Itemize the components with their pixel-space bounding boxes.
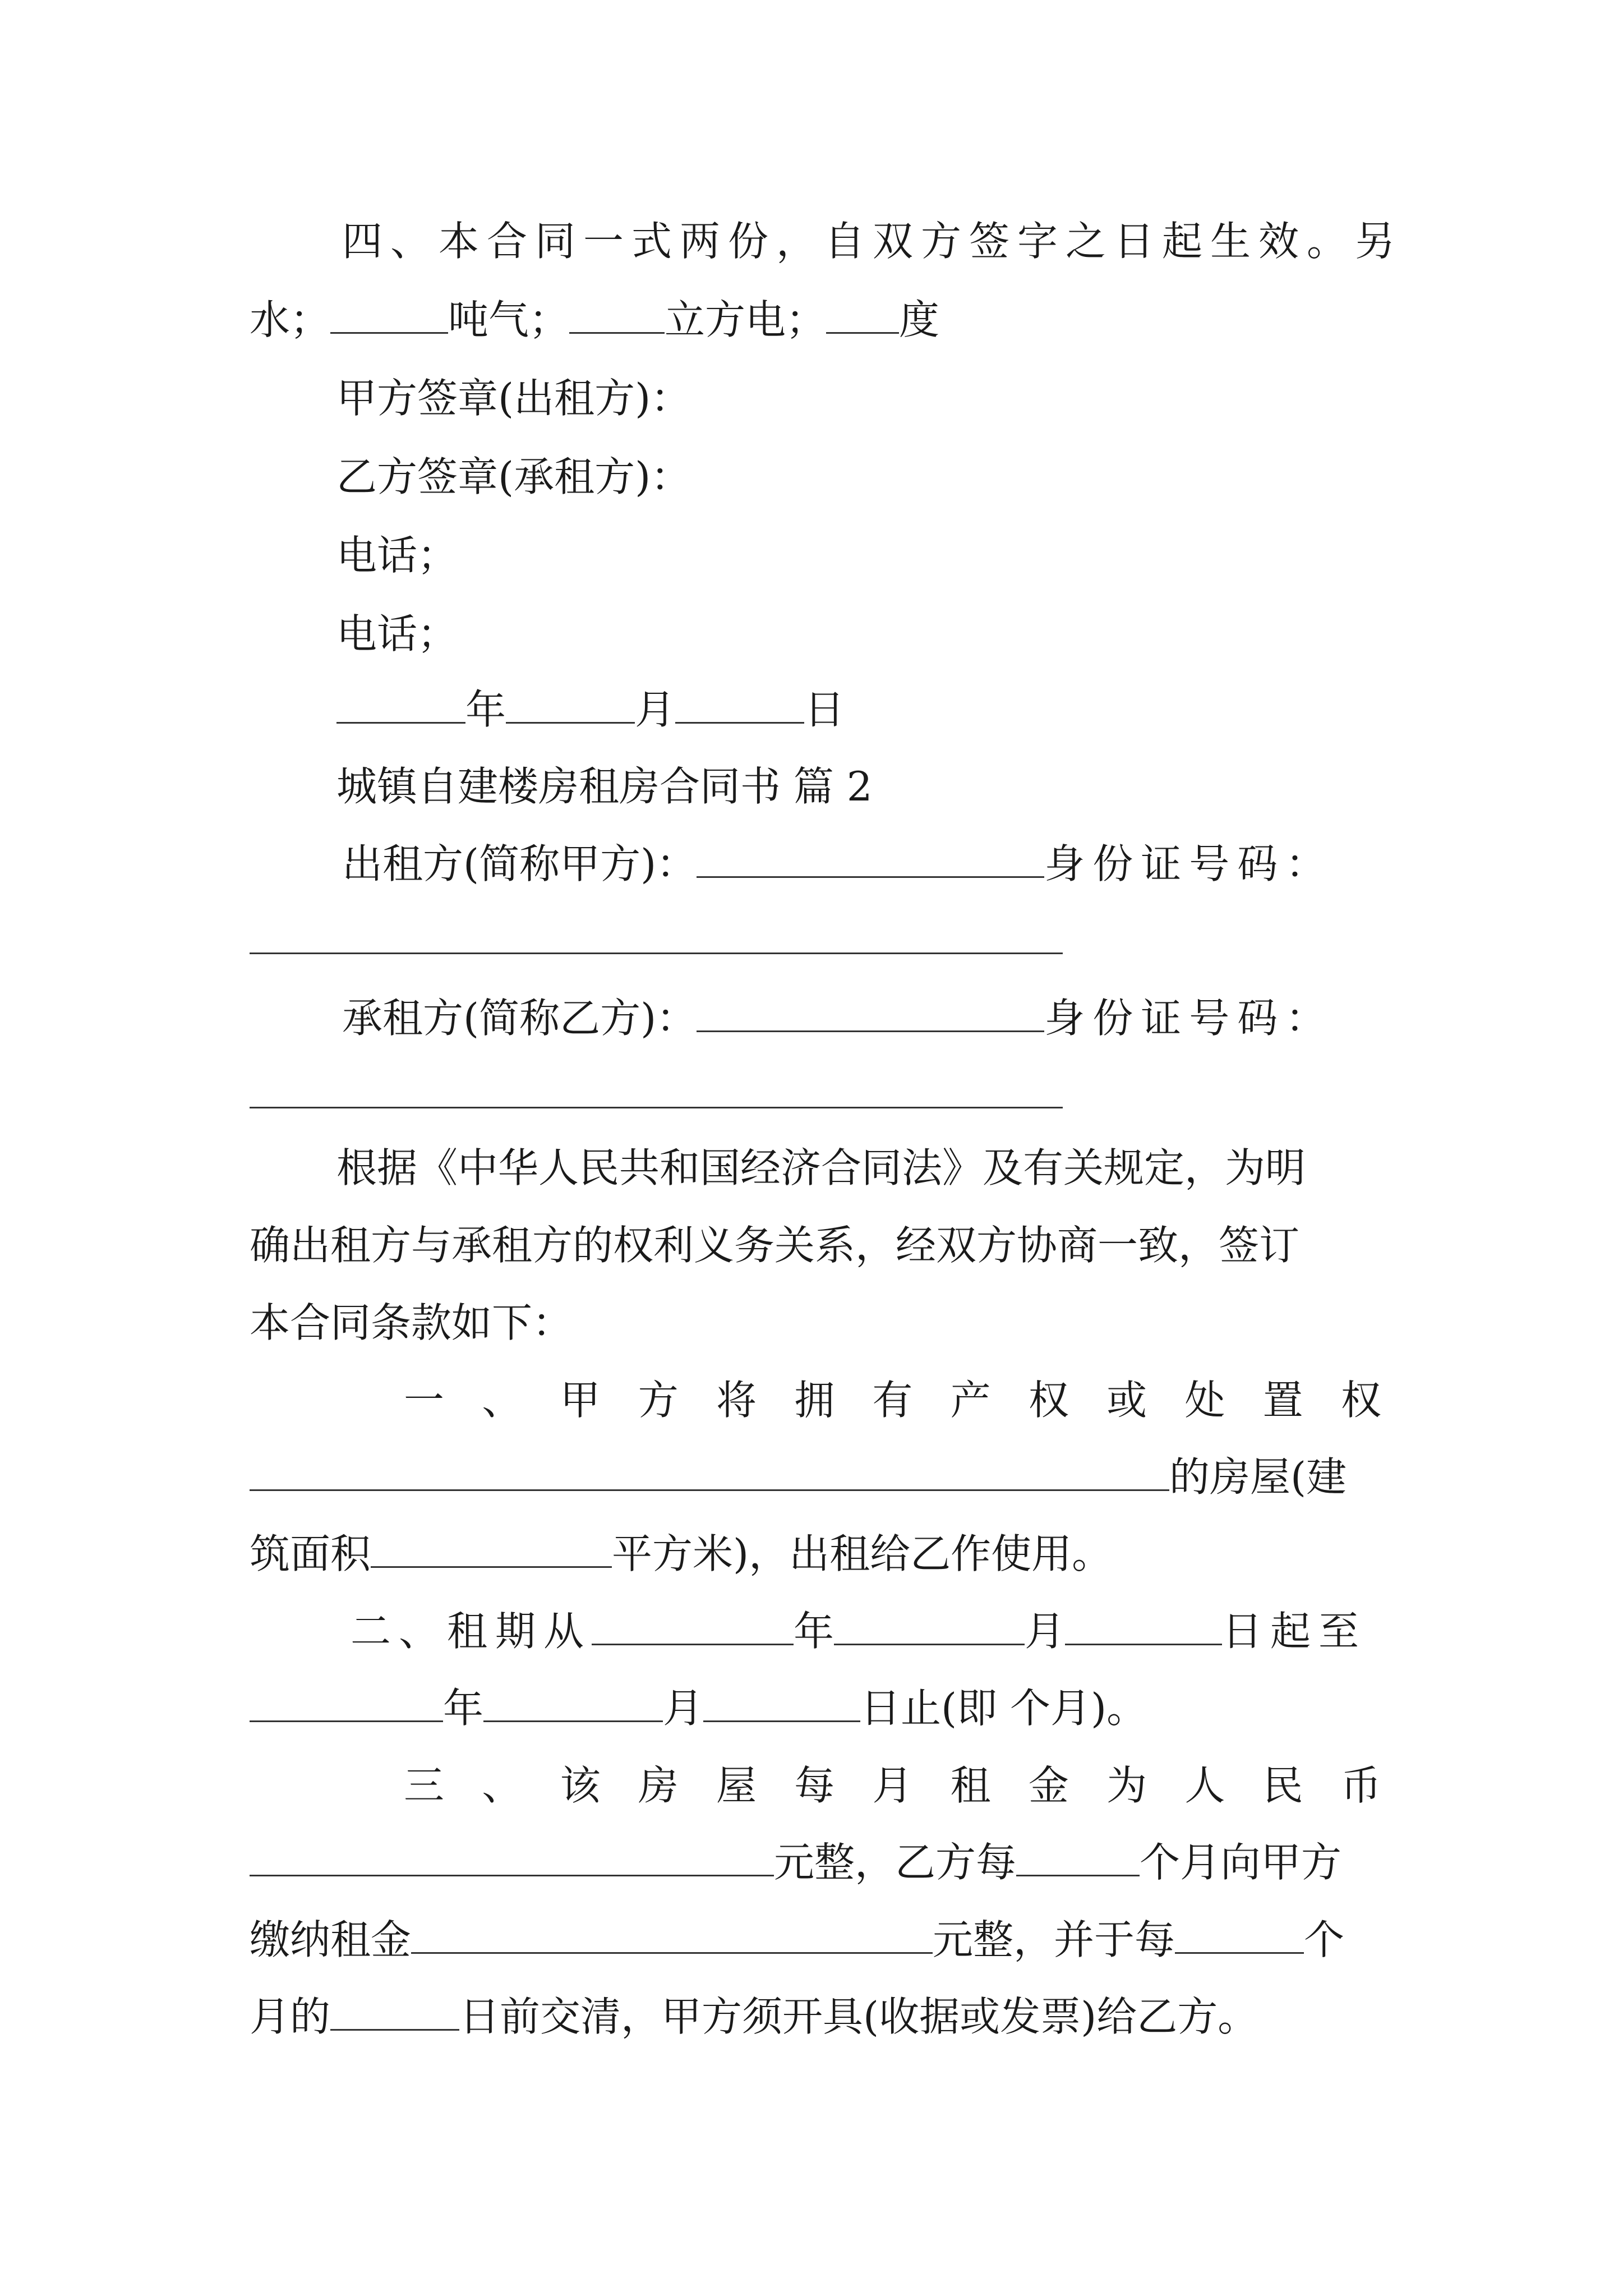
yuan-each-label: 元整，乙方每 [774,1839,1017,1886]
electricity-blank[interactable] [826,295,899,334]
article3-line2 [250,1834,1341,1890]
article3-char: 、 [482,1762,523,1809]
lessor-line [342,836,1334,892]
degree-label: 度 [899,296,940,343]
article3-line1 [250,1757,1381,1814]
start-month-label: 月 [1025,1608,1066,1655]
pay-prefix: 缴纳租金 [250,1916,412,1963]
before-clear-label: 日前交清，甲方须开具(收据或发票)给乙方。 [459,1993,1258,2040]
article1-char: 置 [1262,1377,1303,1424]
article3-char: 三 [404,1762,445,1809]
article1-char: 权 [1340,1377,1381,1424]
article1-char: 产 [950,1377,991,1424]
end-year-label: 年 [443,1685,484,1732]
article3-char: 人 [1184,1762,1225,1809]
article1-char: 处 [1184,1377,1225,1424]
article1-char: 有 [872,1377,913,1424]
clause4-line1 [342,213,1403,269]
article3-char: 租 [950,1762,991,1809]
article3-char: 屋 [716,1762,757,1809]
water-blank[interactable] [330,295,448,334]
article1-char: 拥 [794,1377,835,1424]
day-label: 日 [804,686,845,733]
phone-2: 电话； [336,610,458,657]
article3-char: 民 [1262,1762,1303,1809]
gas-blank[interactable] [569,295,665,334]
end-month-blank[interactable] [483,1683,663,1722]
article3-line4 [250,1989,1258,2045]
end-month-label: 月 [663,1685,704,1732]
year-label: 年 [465,686,506,733]
article1-line1 [250,1372,1381,1428]
pay-interval-blank[interactable] [1016,1838,1140,1876]
preamble-line3: 本合同条款如下： [250,1299,573,1346]
lessee-id-label: 身份证号码： [1044,995,1334,1042]
article1-char: 或 [1106,1377,1147,1424]
article1-char: 方 [638,1377,679,1424]
article1-char: 甲 [560,1377,601,1424]
clause4-line2 [250,292,939,348]
gas-label: 吨气； [448,296,570,343]
end-day-blank[interactable] [703,1683,860,1722]
party-a-seal: 甲方签章(出租方)： [336,375,691,422]
area-blank[interactable] [371,1529,612,1568]
every-months-blank[interactable] [1175,1915,1304,1954]
clause4-text: 四、本合同一式两份，自双方签字之日起生效。另 [342,218,1404,265]
preamble-line1: 根据《中华人民共和国经济合同法》及有关规定，为明 [336,1144,1306,1191]
lessee-name-blank[interactable] [697,993,1044,1032]
year-blank[interactable] [336,685,465,724]
article1-char: 权 [1028,1377,1069,1424]
article3-char: 房 [638,1762,679,1809]
rent-paid-blank[interactable] [411,1915,933,1954]
end-day-label: 日止(即 个月)。 [860,1685,1147,1732]
lessee-line [342,990,1334,1046]
article3-line3 [250,1912,1344,1968]
article3-char: 金 [1028,1762,1069,1809]
sign-date [336,682,845,738]
house-location-blank[interactable] [250,1452,1169,1491]
yuan-and-label: 元整，并于每 [933,1916,1175,1963]
preamble-line2: 确出租方与承租方的权利义务关系，经双方协商一致，签订 [250,1222,1300,1269]
article3-char: 币 [1340,1762,1381,1809]
ge-label: 个 [1304,1916,1345,1963]
start-day-blank[interactable] [1065,1607,1222,1645]
article1-line3 [250,1526,1112,1582]
start-year-blank[interactable] [592,1607,794,1645]
start-month-blank[interactable] [834,1607,1025,1645]
pay-day-blank[interactable] [330,1992,459,2031]
phone-1: 电话； [336,532,458,579]
house-label: 的房屋(建 [1169,1453,1347,1501]
area-prefix: 筑面积 [250,1530,371,1577]
article3-char: 为 [1106,1762,1147,1809]
lessee-label: 承租方(简称乙方)： [342,995,697,1042]
lessor-name-blank[interactable] [697,839,1044,878]
month-of-label: 月的 [250,1993,331,2040]
month-label: 月 [635,686,676,733]
lessor-id-blank[interactable] [250,953,1063,954]
article1-line2 [250,1449,1347,1505]
day-blank[interactable] [675,685,804,724]
month-blank[interactable] [506,685,635,724]
article1-char: 一 [404,1377,445,1424]
start-day-label: 日起至 [1222,1608,1367,1655]
article3-char: 每 [794,1762,835,1809]
rent-amount-blank[interactable] [250,1838,774,1876]
end-year-blank[interactable] [250,1683,443,1722]
party-b-seal: 乙方签章(承租方)： [336,453,691,500]
electricity-label: 立方电； [665,296,827,343]
water-label: 水； [250,296,331,343]
term-prefix: 二、租期从 [351,1608,592,1655]
lessor-id-label: 身份证号码： [1044,840,1334,887]
article3-char: 该 [560,1762,601,1809]
area-suffix: 平方米)，出租给乙作使用。 [612,1530,1113,1577]
month-to-label: 个月向甲方 [1140,1839,1342,1886]
article2-line1 [351,1603,1367,1659]
section-title: 城镇自建楼房租房合同书 篇 2 [336,763,873,810]
article1-char: 将 [716,1377,757,1424]
lessee-id-blank[interactable] [250,1107,1063,1108]
lessor-label: 出租方(简称甲方)： [342,840,697,887]
start-year-label: 年 [794,1608,834,1655]
article1-char: 、 [482,1377,523,1424]
article3-char: 月 [872,1762,913,1809]
article2-line2 [250,1680,1147,1736]
